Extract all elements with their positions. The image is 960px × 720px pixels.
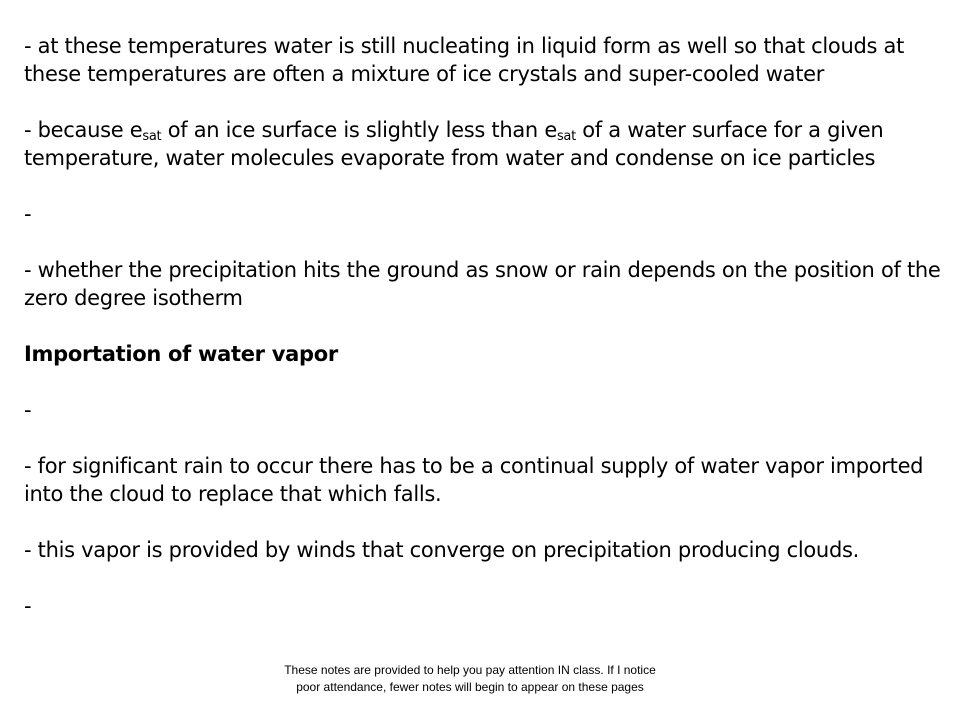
paragraph-blank-bullet-3: - <box>24 594 32 618</box>
slide-content <box>24 32 944 648</box>
paragraph-winds-converge: - this vapor is provided by winds that converge on precipitation producing clouds. <box>24 538 859 562</box>
footer-line-2: poor attendance, fewer notes will begin to appear on these pages <box>296 680 644 694</box>
footer-line-1: These notes are provided to help you pay attention IN class. If I notice <box>284 663 656 677</box>
paragraph-nucleation: - at these temperatures water is still nucleating in liquid form as well so that clouds at these temperatures are often a mixture of ice crystals and super-cooled water <box>24 34 905 86</box>
section-heading: Importation of water vapor <box>24 342 338 366</box>
paragraph-esat-part2: of an ice surface is slightly less than e <box>161 118 557 142</box>
paragraph-blank-bullet-2: - <box>24 398 32 422</box>
paragraph-esat-part3: of a water surface for a given temperature, water molecules evaporate from water and condense on ice particles <box>24 118 884 170</box>
paragraph-snow-or-rain: - whether the precipitation hits the ground as snow or rain depends on the position of the zero degree isotherm <box>24 258 941 310</box>
subscript-sat-1: sat <box>142 129 162 144</box>
paragraph-continual-supply: - for significant rain to occur there has to be a continual supply of water vapor imported into the cloud to replace that which falls. <box>24 454 924 506</box>
paragraph-esat <box>24 116 944 172</box>
footer-note <box>250 662 690 696</box>
subscript-sat-2: sat <box>556 129 576 144</box>
paragraph-esat-part1: - because e <box>24 118 143 142</box>
paragraph-blank-bullet-1: - <box>24 202 32 226</box>
